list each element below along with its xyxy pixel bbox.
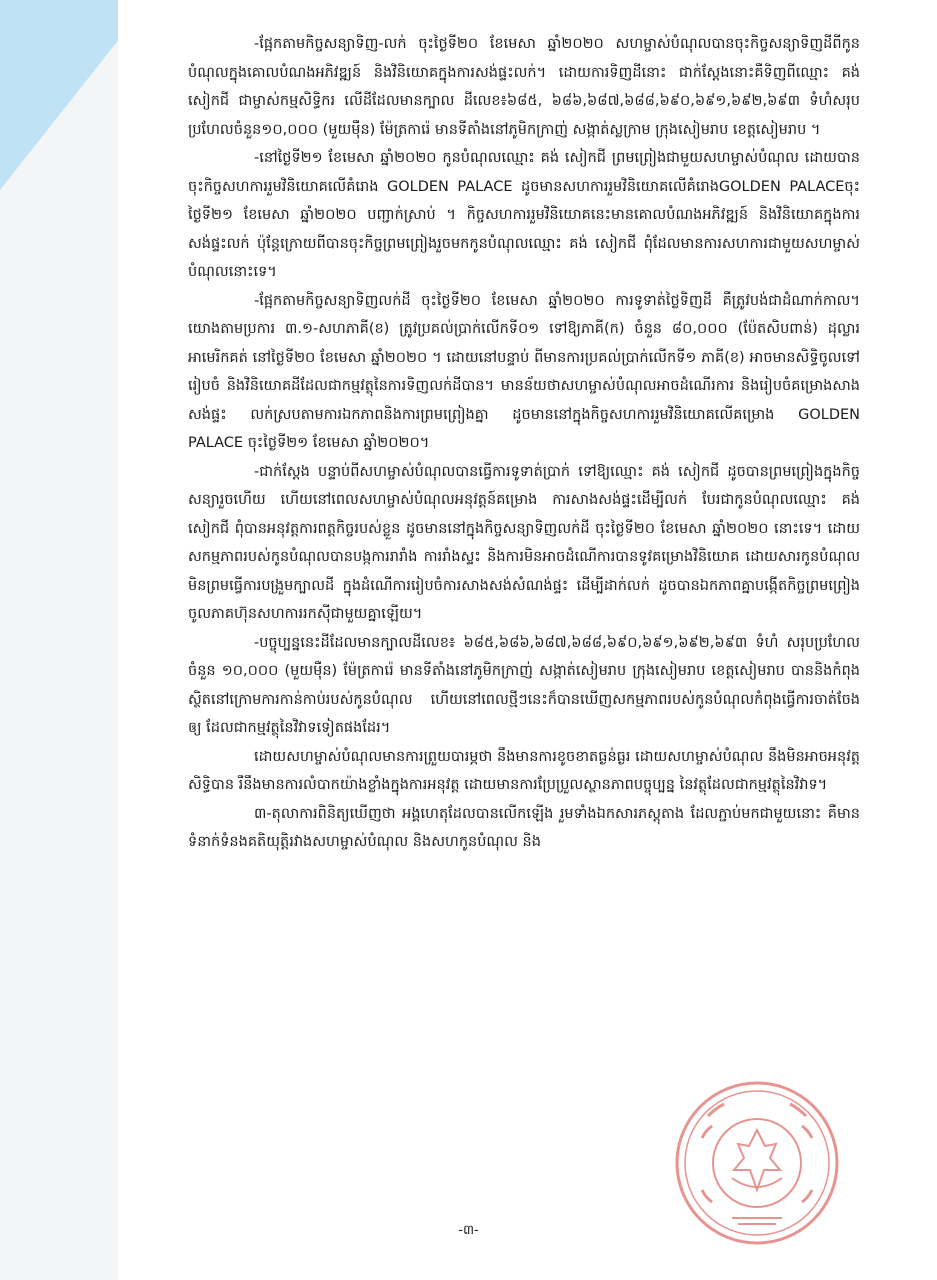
page-number: -៣- [458,1223,479,1238]
paragraph-1: -ផ្អែកតាមកិច្ចសន្យាទិញ-លក់ ចុះថ្ងៃទី២០ ខែមេសា ឆ្នាំ២០២០ សហម្ចាស់បំណុលបានចុះកិច្ចសន្យាទិញដីពីកូនបំណុលក្នុងគោលបំណងអភិវឌ្ឍន៍ និងវិនិយោគក្នុងការសង់ផ្ទះលក់។ ដោយការទិញដីនោះ ជាក់ស្តែងនោះគឺទិញពីឈ្មោះ គង់ សៀកជី ជាម្ចាស់កម្មសិទ្ធិករ លើដីដែលមានក្បាល ដីលេខ៖៦៨៥, ៦៨៦,៦៨៧,៦៨៨,៦៩០,៦៩១,៦៩២,៦៩៣ ទំហំសរុបប្រហែលចំនួន១០,០០០ (មួយម៉ឺន) ម៉ែត្រការ៉េ មានទីតាំងនៅភូមិកក្រាញ់ សង្កាត់ស្លក្រាម ក្រុងសៀមរាប ខេត្តសៀមរាប ។ [188,36,860,138]
paragraph-2: -នៅថ្ងៃទី២១ ខែមេសា ឆ្នាំ២០២០ កូនបំណុលឈ្មោះ គង់ សៀកជី ព្រមព្រៀងជាមួយសហម្ចាស់បំណុល ដោយបានចុះកិច្ចសហការរួមវិនិយោគលើគំរោង GOLDEN PALACE ដូចមានសហការរួមវិនិយោគលើគំរោងGOLDEN PALACEចុះថ្ងៃទី២១ ខែមេសា ឆ្នាំ២០២០ បញ្ជាក់ស្រាប់ ។ កិច្ចសហការរួមវិនិយោគនេះមានគោលបំណងអភិវឌ្ឍន៍ និងវិនិយោគក្នុងការសង់ផ្ទះលក់ ប៉ុន្តែក្រោយពីបានចុះកិច្ចព្រមព្រៀងរួចមកកូនបំណុលឈ្មោះ គង់ សៀកជី ពុំដែលមានការសហការជាមួយសហម្ចាស់បំណុលនោះទេ។ [188,150,860,280]
paragraph-7: ៣-តុលាការពិនិត្យឃើញថា អង្គហេតុដែលបានលើកឡើង រួមទាំងឯកសារភស្តុតាង ដែលភ្ជាប់មកជាមួយនោះ គឺមានទំនាក់ទំនងគតិយុត្តិរវាងសហម្ចាស់បំណុល និងសហកូនបំណុល និង [188,805,860,850]
document-body [188,30,860,857]
paragraph-4: -ជាក់ស្តែង បន្ទាប់ពីសហម្ចាស់បំណុលបានធ្វើការទូទាត់ប្រាក់ ទៅឱ្យឈ្មោះ គង់ សៀកជី ដូចបានព្រមព្រៀងក្នុងកិច្ចសន្យារួចហើយ ហើយនៅពេលសហម្ចាស់បំណុលអនុវត្តន៍គម្រោង ការសាងសង់ផ្ទះដើម្បីលក់ បែរជាកូនបំណុលឈ្មោះ គង់ សៀកជី ពុំបានអនុវត្តការពត្តកិច្ចរបស់ខ្លួន ដូចមាននៅក្នុងកិច្ចសន្យាទិញលក់ដី ចុះថ្ងៃទី២០ ខែមេសា ឆ្នាំ២០២០ នោះទេ។ ដោយសកម្មភាពរបស់កូនបំណុលបានបង្កការរារាំង ការរាំងស្ទះ និងការមិនអាចដំណើការបានទូវគម្រោងវិនិយោគ ដោយសារកូនបំណុល មិនព្រមធ្វើការបង្រួមក្បាលដី ក្នុងដំណើការរៀបចំការសាងសង់សំណង់ផ្ទះ ដើម្បីដាក់លក់ ដូចបានឯកភាពគ្នាបង្កើតកិច្ចព្រមព្រៀងចូលភាគហ៊ុនសហការរកស៊ីជាមួយគ្នាឡើយ។ [188,463,860,622]
paragraph-3: -ផ្អែកតាមកិច្ចសន្យាទិញលក់ដី ចុះថ្ងៃទី២០ ខែមេសា ឆ្នាំ២០២០ ការទូទាត់ថ្លៃទិញដី គឺត្រូវបង់ជាដំណាក់កាល។យោងតាមប្រការ ៣.១-សហភាគី(ខ) ត្រូវប្រគល់ប្រាក់លើកទី០១ ទៅឱ្យភាគី(ក) ចំនួន ៨០,០០០ (ប៉ែតសិបពាន់) ដុល្លារអាមេរិកគត់ នៅថ្ងៃទី២០ ខែមេសា ឆ្នាំ២០២០ ។ ដោយនៅបន្ទាប់ ពីមានការប្រគល់ប្រាក់លើកទី១ ភាគី(ខ) អាចមានសិទ្ធិចូលទៅរៀបចំ និងវិនិយោគដីដែលជាកម្មវត្ថុនៃការទិញលក់ដីបាន។ មានន័យថាសហម្ចាស់បំណុលអាចដំណើរការ និងរៀបចំគម្រោងសាងសង់ផ្ទះ លក់ស្របតាមការឯកភាពនិងការព្រមព្រៀងគ្នា ដូចមាននៅក្នុងកិច្ចសហការរួមវិនិយោគលើគម្រោង GOLDEN PALACE ចុះថ្ងៃទី២១ ខែមេសា ឆ្នាំ២០២០។ [188,292,860,451]
paragraph-6: ដោយសហម្ចាស់បំណុលមានការព្រួយបារម្ភថា នឹងមានការខូចខាតធ្ងន់ធ្ងរ ដោយសហម្ចាស់បំណុល នឹងមិនអាចអនុវត្តសិទ្ធិបាន រឺនឹងមានការលំបាកយ៉ាងខ្លាំងក្នុងការអនុវត្ត ដោយមានការប្រែប្រួលស្ថានភាពបច្ចុប្បន្ន នៃវត្ថុដែលជាកម្មវត្ថុនៃវិវាទ។ [188,748,860,793]
paragraph-5: -បច្ចុប្បន្ននេះដីដែលមានក្បាលដីលេខ៖ ៦៨៥,៦៨៦,៦៨៧,៦៨៨,៦៩០,៦៩១,៦៩២,៦៩៣ ទំហំ សរុបប្រហែលចំនួន ១០,០០០ (មួយម៉ឺន) ម៉ែត្រការ៉េ មានទីតាំងនៅភូមិកក្រាញ់ សង្កាត់សៀមរាប ក្រុងសៀមរាប ខេត្តសៀមរាប បាននិងកំពុងស្ថិតនៅក្រោមការកាន់កាប់របស់កូនបំណុល ហើយនៅពេលថ្មីៗនេះក៏បានឃើញសកម្មភាពរបស់កូនបំណុលកំពុងធ្វើការចាត់ចែងឲ្យ ដែលជាកម្មវត្ថុនៃវិវាទទៀតផងដែរ។ [188,634,860,736]
